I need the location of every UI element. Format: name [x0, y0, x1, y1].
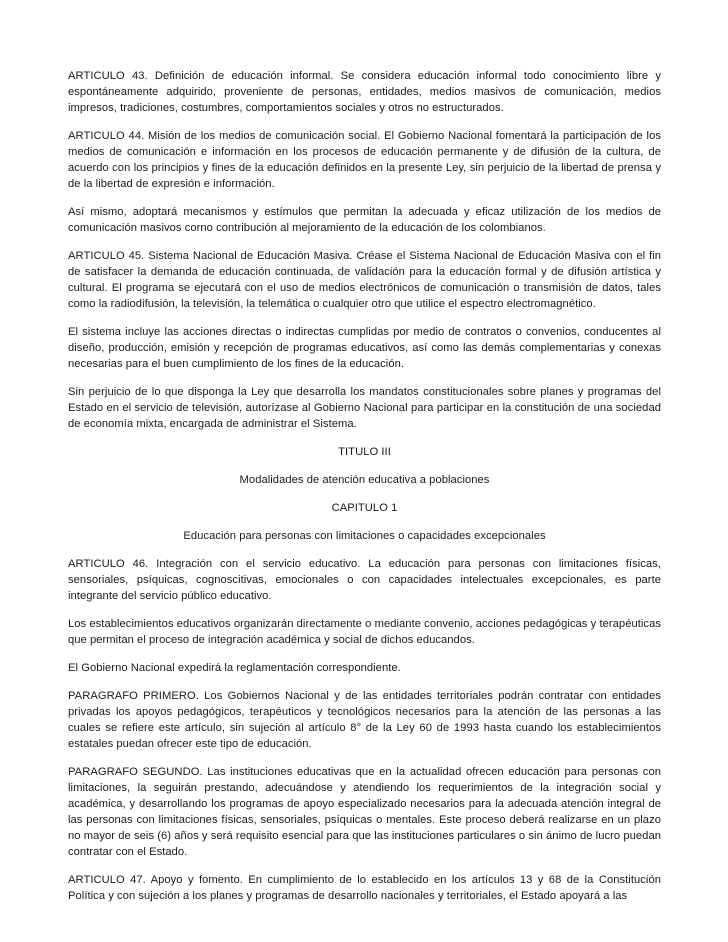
articulo-43-paragraph: ARTICULO 43. Definición de educación informal. Se considera educación informal todo conocimiento libre y espontáneamente adquirido, proveniente de personas, entidades, medios masivos de comunicación, medios impresos, tradiciones, costumbres, comportamientos sociales y otros no estructurados. [68, 70, 661, 114]
articulo-47-paragraph: ARTICULO 47. Apoyo y fomento. En cumplimiento de lo establecido en los artículos 13 y 68 de la Constitución Política y con sujeción a los planes y programas de desarrollo nacionales y territoriales, el Estado apoyará a las [68, 874, 661, 902]
paragrafo-segundo-paragraph: PARAGRAFO SEGUNDO. Las instituciones educativas que en la actualidad ofrecen educación para personas con limitaciones, la seguirán prestando, adecuándose y atendiendo los requerimientos de la integración social y académica, y desarrollando los programas de apoyo especializado necesarios para la adecuada atención integral de las personas con limitaciones físicas, sensoriales, psíquicas o mentales. Este proceso deberá realizarse en un plazo no mayor de seis (6) años y será requisito esencial para que las instituciones particulares o sin ánimo de lucro puedan contratar con el Estado. [68, 766, 661, 858]
articulo-45-paragraph: ARTICULO 45. Sistema Nacional de Educación Masiva. Créase el Sistema Nacional de Educación Masiva con el fin de satisfacer la demanda de educación continuada, de validación para la educación formal y de difusión artística y cultural. El programa se ejecutará con el uso de medios electrónicos de comunicación o transmisión de datos, tales como la radiodifusión, la televisión, la telemática o cualquier otro que utilice el espectro electromagnético. [68, 250, 661, 310]
paragrafo-primero-paragraph: PARAGRAFO PRIMERO. Los Gobiernos Nacional y de las entidades territoriales podrán contratar con entidades privadas los apoyos pedagógicos, terapéuticos y tecnológicos necesarios para la atención de las personas a las cuales se refiere este artículo, sin sujeción al artículo 8° de la Ley 60 de 1993 hasta cuando los establecimientos estatales puedan ofrecer este tipo de educación. [68, 690, 661, 750]
articulo-46-paragraph-3: El Gobierno Nacional expedirá la reglamentación correspondiente. [68, 662, 401, 674]
capitulo-heading: CAPITULO 1 [331, 502, 398, 514]
titulo-subheading: Modalidades de atención educativa a poblaciones [239, 474, 490, 486]
articulo-44-paragraph-2: Así mismo, adoptará mecanismos y estímulos que permitan la adecuada y eficaz utilización de los medios de comunicación masivos corno contribución al mejoramiento de la educación de los colombianos. [68, 206, 661, 234]
articulo-45-paragraph-3: Sin perjuicio de lo que disponga la Ley que desarrolla los mandatos constitucionales sobre planes y programas del Estado en el servicio de televisión, autorízase al Gobierno Nacional para participar en la constitución de una sociedad de economía mixta, encargada de administrar el Sistema. [68, 386, 661, 430]
titulo-heading: TITULO III [338, 446, 391, 458]
articulo-44-paragraph: ARTICULO 44. Misión de los medios de comunicación social. El Gobierno Nacional fomentará la participación de los medios de comunicación e información en los procesos de educación permanente y de difusión de la cultura, de acuerdo con los principios y fines de la educación definidos en la presente Ley, sin perjuicio de la libertad de prensa y de la libertad de expresión e información. [68, 130, 661, 190]
capitulo-subheading: Educación para personas con limitaciones o capacidades excepcionales [183, 530, 546, 542]
articulo-45-paragraph-2: El sistema incluye las acciones directas o indirectas cumplidas por medio de contratos o convenios, conducentes al diseño, producción, emisión y recepción de programas educativos, así como las demás complementarias y conexas necesarias para el buen cumplimiento de los fines de la educación. [68, 326, 661, 370]
document-page [68, 68, 661, 916]
articulo-46-paragraph-2: Los establecimientos educativos organizarán directamente o mediante convenio, acciones pedagógicas y terapéuticas que permitan el proceso de integración académica y social de dichos educandos. [68, 618, 661, 646]
articulo-46-paragraph: ARTICULO 46. Integración con el servicio educativo. La educación para personas con limitaciones físicas, sensoriales, psíquicas, cognoscitivas, emocionales o con capacidades intelectuales excepcionales, es parte integrante del servicio público educativo. [68, 558, 661, 602]
